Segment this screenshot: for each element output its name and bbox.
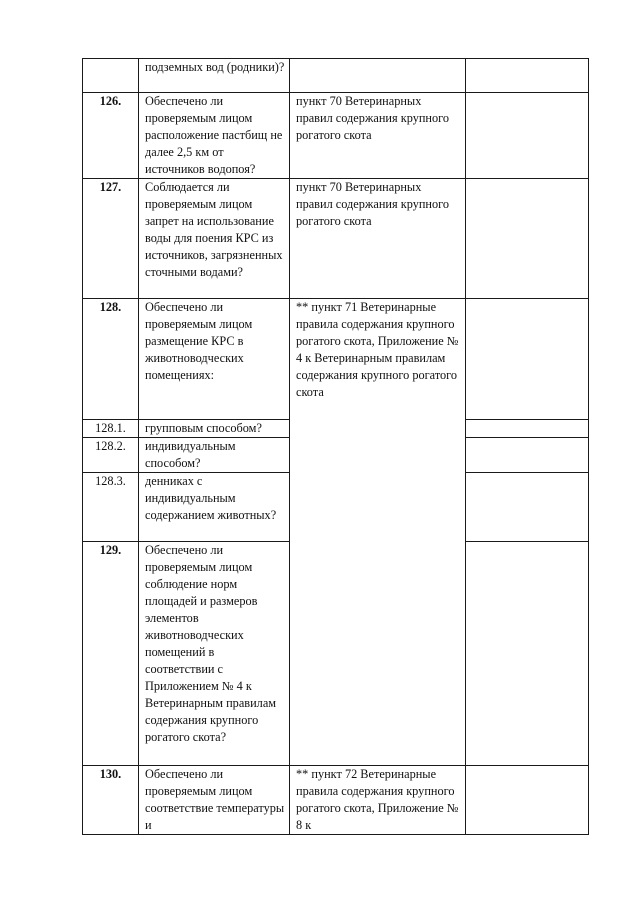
reference-text: ** пункт 72 Ветеринарные правила содержания крупного рогатого скота, Приложение № 8 к xyxy=(290,766,466,835)
reference-text: пункт 70 Ветеринарных правил содержания крупного рогатого скота xyxy=(290,179,466,299)
answer-cell xyxy=(466,59,589,93)
reference-text: пункт 70 Ветеринарных правил содержания крупного рогатого скота xyxy=(290,93,466,179)
checklist-table xyxy=(82,58,589,835)
question-text: Соблюдается ли проверяемым лицом запрет на использование воды для поения КРС из источников, загрязненных сточными водами? xyxy=(139,179,290,299)
row-number xyxy=(83,59,139,93)
answer-cell xyxy=(466,179,589,299)
answer-cell xyxy=(466,473,589,542)
question-text: подземных вод (родники)? xyxy=(139,59,290,93)
table-row xyxy=(83,93,589,179)
question-text: Обеспечено ли проверяемым лицом расположение пастбищ не далее 2,5 км от источников водопоя? xyxy=(139,93,290,179)
row-number: 128.1. xyxy=(83,420,139,438)
question-text: денниках с индивидуальным содержанием животных? xyxy=(139,473,290,542)
row-number: 128.2. xyxy=(83,438,139,473)
question-text: групповым способом? xyxy=(139,420,290,438)
answer-cell xyxy=(466,542,589,766)
question-text: Обеспечено ли проверяемым лицом размещение КРС в животноводческих помещениях: xyxy=(139,299,290,420)
row-number: 130. xyxy=(83,766,139,835)
answer-cell xyxy=(466,438,589,473)
question-text: Обеспечено ли проверяемым лицом соответствие температуры и xyxy=(139,766,290,835)
table-row xyxy=(83,766,589,835)
table-row xyxy=(83,59,589,93)
row-number: 127. xyxy=(83,179,139,299)
question-text: индивидуальным способом? xyxy=(139,438,290,473)
row-number: 126. xyxy=(83,93,139,179)
row-number: 128.3. xyxy=(83,473,139,542)
row-number: 129. xyxy=(83,542,139,766)
table-row xyxy=(83,299,589,420)
answer-cell xyxy=(466,93,589,179)
question-text: Обеспечено ли проверяемым лицом соблюдение норм площадей и размеров элементов животноводческих помещений в соответствии с Приложением № 4 к Ветеринарным правилам содержания крупного рогатого скота? xyxy=(139,542,290,766)
answer-cell xyxy=(466,420,589,438)
table-row xyxy=(83,179,589,299)
answer-cell xyxy=(466,766,589,835)
answer-cell xyxy=(466,299,589,420)
reference-text: ** пункт 71 Ветеринарные правила содержания крупного рогатого скота, Приложение № 4 к Ветеринарным правилам содержания крупного рогатого скота xyxy=(290,299,466,766)
reference-text xyxy=(290,59,466,93)
row-number: 128. xyxy=(83,299,139,420)
